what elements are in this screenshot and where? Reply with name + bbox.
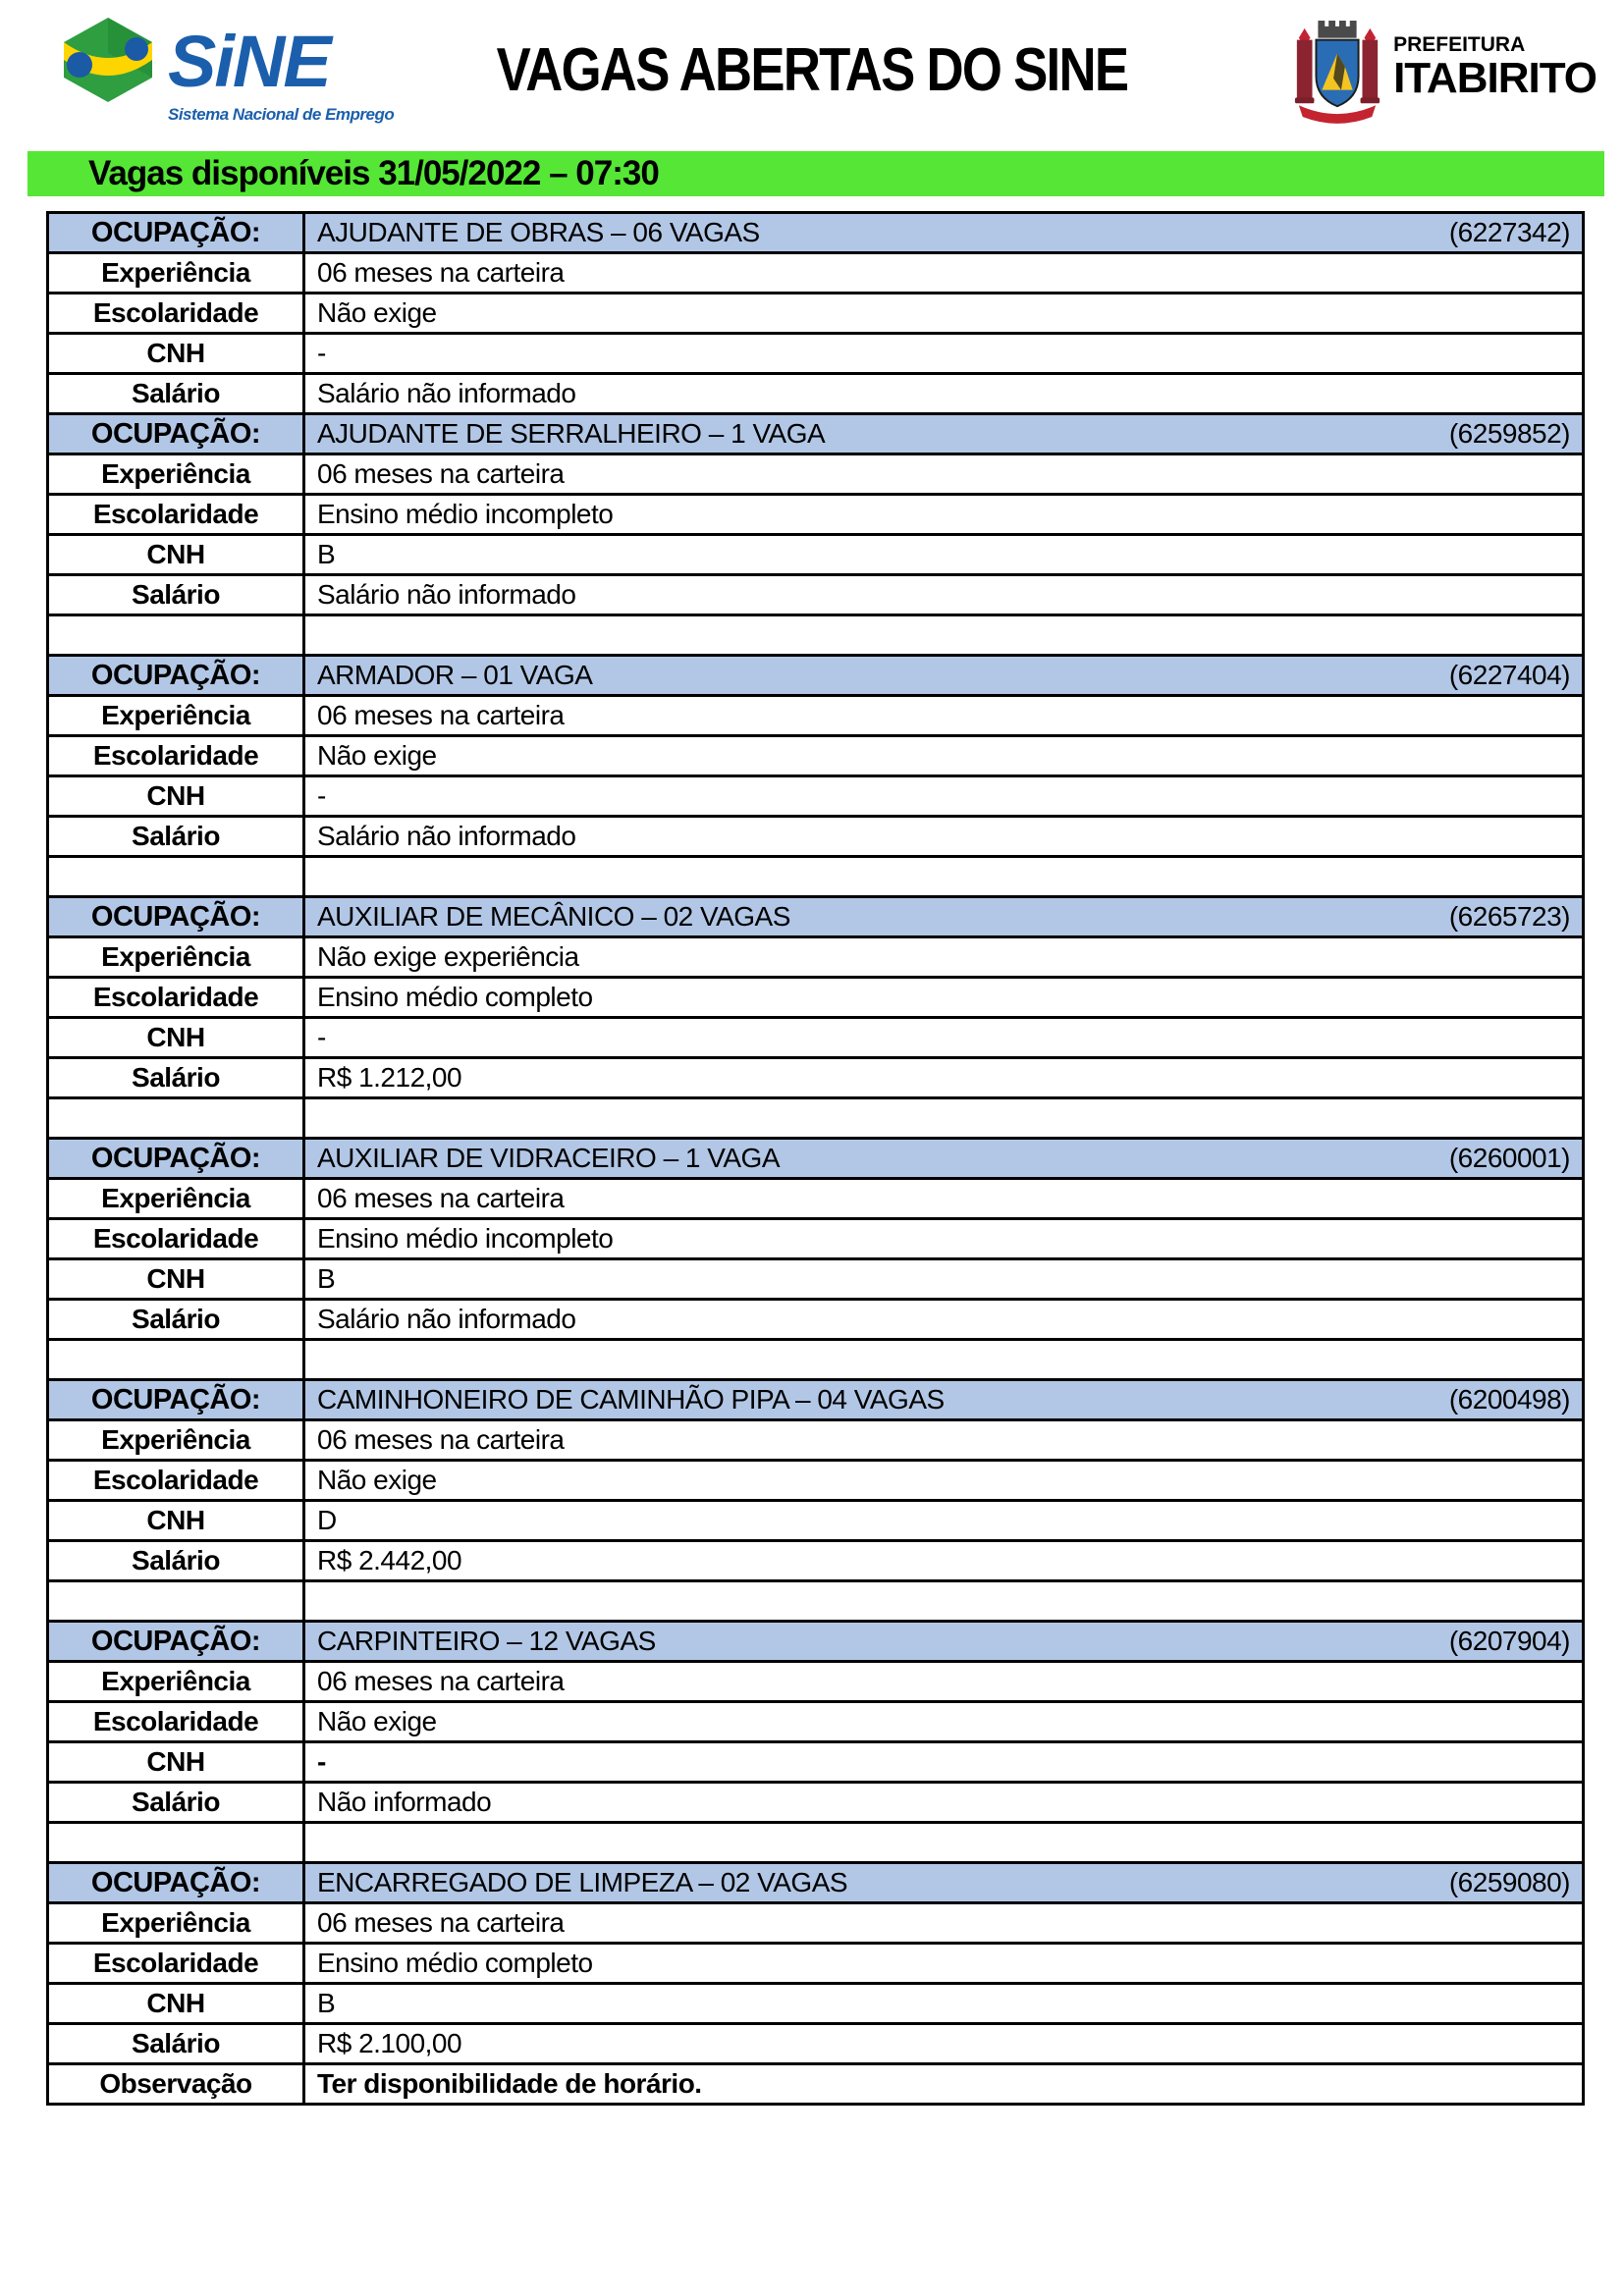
job-title-cell bbox=[304, 1622, 1584, 1662]
job-salario-value: Salário não informado bbox=[304, 575, 1584, 615]
job-escolaridade-row bbox=[48, 1219, 1584, 1259]
job-salario-row bbox=[48, 1058, 1584, 1098]
ocupacao-label: OCUPAÇÃO: bbox=[48, 213, 304, 253]
escolaridade-label: Escolaridade bbox=[48, 1219, 304, 1259]
job-cnh-row bbox=[48, 334, 1584, 374]
job-header-row bbox=[48, 1622, 1584, 1662]
job-experiencia-value: 06 meses na carteira bbox=[304, 1179, 1584, 1219]
job-title-cell bbox=[304, 414, 1584, 454]
job-title-flex bbox=[317, 1143, 1570, 1174]
spacer-row bbox=[48, 857, 1584, 897]
cnh-label: CNH bbox=[48, 776, 304, 817]
job-salario-value: Salário não informado bbox=[304, 817, 1584, 857]
itabirito-crest-icon bbox=[1289, 10, 1385, 130]
escolaridade-label: Escolaridade bbox=[48, 736, 304, 776]
job-header-row bbox=[48, 414, 1584, 454]
job-escolaridade-value: Ensino médio completo bbox=[304, 978, 1584, 1018]
spacer-label-cell bbox=[48, 1581, 304, 1622]
job-cnh-value: B bbox=[304, 1259, 1584, 1300]
job-cnh-row bbox=[48, 1984, 1584, 2024]
job-id: (6260001) bbox=[1448, 1143, 1570, 1173]
cnh-label: CNH bbox=[48, 1742, 304, 1783]
escolaridade-label: Escolaridade bbox=[48, 978, 304, 1018]
job-observacao-value: Ter disponibilidade de horário. bbox=[304, 2064, 1584, 2105]
job-experiencia-value: 06 meses na carteira bbox=[304, 253, 1584, 294]
job-cnh-value: - bbox=[304, 1742, 1584, 1783]
salario-label: Salário bbox=[48, 1541, 304, 1581]
job-escolaridade-value: Não exige bbox=[304, 294, 1584, 334]
job-experiencia-row bbox=[48, 1903, 1584, 1944]
experiencia-label: Experiência bbox=[48, 1903, 304, 1944]
job-salario-row bbox=[48, 1783, 1584, 1823]
job-title-flex bbox=[317, 418, 1570, 450]
job-experiencia-row bbox=[48, 937, 1584, 978]
job-title-flex bbox=[317, 660, 1570, 691]
job-title: ARMADOR – 01 VAGA bbox=[317, 660, 593, 690]
document-header bbox=[0, 0, 1624, 147]
job-cnh-row bbox=[48, 535, 1584, 575]
ocupacao-label: OCUPAÇÃO: bbox=[48, 1139, 304, 1179]
job-escolaridade-value: Não exige bbox=[304, 736, 1584, 776]
spacer-label-cell bbox=[48, 615, 304, 656]
job-title: AUXILIAR DE MECÂNICO – 02 VAGAS bbox=[317, 901, 790, 932]
itabirito-label: ITABIRITO bbox=[1393, 54, 1597, 102]
job-header-row bbox=[48, 1139, 1584, 1179]
job-escolaridade-value: Não exige bbox=[304, 1702, 1584, 1742]
spacer-value-cell bbox=[304, 1340, 1584, 1380]
ocupacao-label: OCUPAÇÃO: bbox=[48, 897, 304, 937]
job-salario-value: Salário não informado bbox=[304, 1300, 1584, 1340]
job-escolaridade-row bbox=[48, 1944, 1584, 1984]
job-title-cell bbox=[304, 656, 1584, 696]
job-header-row bbox=[48, 897, 1584, 937]
job-escolaridade-row bbox=[48, 1702, 1584, 1742]
job-escolaridade-value: Ensino médio completo bbox=[304, 1944, 1584, 1984]
job-salario-row bbox=[48, 1300, 1584, 1340]
spacer-value-cell bbox=[304, 1098, 1584, 1139]
escolaridade-label: Escolaridade bbox=[48, 1461, 304, 1501]
escolaridade-label: Escolaridade bbox=[48, 294, 304, 334]
job-title-cell bbox=[304, 1139, 1584, 1179]
job-cnh-value: - bbox=[304, 1018, 1584, 1058]
job-escolaridade-row bbox=[48, 294, 1584, 334]
job-escolaridade-row bbox=[48, 495, 1584, 535]
salario-label: Salário bbox=[48, 374, 304, 414]
prefeitura-label: PREFEITURA bbox=[1393, 33, 1526, 56]
job-experiencia-value: Não exige experiência bbox=[304, 937, 1584, 978]
spacer-value-cell bbox=[304, 1581, 1584, 1622]
salario-label: Salário bbox=[48, 1058, 304, 1098]
job-experiencia-value: 06 meses na carteira bbox=[304, 454, 1584, 495]
job-header-row bbox=[48, 656, 1584, 696]
job-salario-row bbox=[48, 817, 1584, 857]
job-header-row bbox=[48, 213, 1584, 253]
job-title-cell bbox=[304, 1380, 1584, 1420]
ocupacao-label: OCUPAÇÃO: bbox=[48, 1380, 304, 1420]
cnh-label: CNH bbox=[48, 1259, 304, 1300]
job-escolaridade-value: Ensino médio incompleto bbox=[304, 495, 1584, 535]
job-title-flex bbox=[317, 217, 1570, 248]
page-title: VAGAS ABERTAS DO SINE bbox=[496, 36, 1128, 104]
job-header-row bbox=[48, 1380, 1584, 1420]
spacer-label-cell bbox=[48, 1823, 304, 1863]
job-salario-value: R$ 2.100,00 bbox=[304, 2024, 1584, 2064]
salario-label: Salário bbox=[48, 1783, 304, 1823]
ocupacao-label: OCUPAÇÃO: bbox=[48, 414, 304, 454]
observacao-label: Observação bbox=[48, 2064, 304, 2105]
job-salario-value: R$ 1.212,00 bbox=[304, 1058, 1584, 1098]
job-experiencia-value: 06 meses na carteira bbox=[304, 1662, 1584, 1702]
job-id: (6207904) bbox=[1448, 1626, 1570, 1656]
salario-label: Salário bbox=[48, 575, 304, 615]
spacer-value-cell bbox=[304, 857, 1584, 897]
job-salario-value: R$ 2.442,00 bbox=[304, 1541, 1584, 1581]
job-escolaridade-value: Não exige bbox=[304, 1461, 1584, 1501]
spacer-label-cell bbox=[48, 1340, 304, 1380]
job-experiencia-row bbox=[48, 454, 1584, 495]
job-experiencia-row bbox=[48, 1420, 1584, 1461]
experiencia-label: Experiência bbox=[48, 253, 304, 294]
job-title-cell bbox=[304, 1863, 1584, 1903]
job-salario-row bbox=[48, 374, 1584, 414]
escolaridade-label: Escolaridade bbox=[48, 495, 304, 535]
jobs-table-body bbox=[48, 213, 1584, 2105]
jobs-table bbox=[46, 211, 1585, 2106]
job-title-cell bbox=[304, 213, 1584, 253]
job-salario-value: Salário não informado bbox=[304, 374, 1584, 414]
job-observacao-row bbox=[48, 2064, 1584, 2105]
job-id: (6265723) bbox=[1448, 901, 1570, 932]
cnh-label: CNH bbox=[48, 535, 304, 575]
spacer-value-cell bbox=[304, 615, 1584, 656]
job-cnh-row bbox=[48, 1501, 1584, 1541]
spacer-row bbox=[48, 1340, 1584, 1380]
job-cnh-row bbox=[48, 1018, 1584, 1058]
job-id: (6259852) bbox=[1448, 418, 1570, 449]
salario-label: Salário bbox=[48, 1300, 304, 1340]
job-id: (6227342) bbox=[1448, 217, 1570, 247]
experiencia-label: Experiência bbox=[48, 1179, 304, 1219]
job-id: (6227404) bbox=[1448, 660, 1570, 690]
sine-logo-name: SiNE bbox=[168, 21, 330, 102]
job-escolaridade-row bbox=[48, 1461, 1584, 1501]
cnh-label: CNH bbox=[48, 334, 304, 374]
job-cnh-row bbox=[48, 1259, 1584, 1300]
sine-logo-subtitle: Sistema Nacional de Emprego bbox=[168, 104, 395, 124]
job-experiencia-row bbox=[48, 1662, 1584, 1702]
job-cnh-row bbox=[48, 776, 1584, 817]
job-salario-row bbox=[48, 575, 1584, 615]
spacer-row bbox=[48, 1098, 1584, 1139]
job-experiencia-value: 06 meses na carteira bbox=[304, 1903, 1584, 1944]
job-escolaridade-value: Ensino médio incompleto bbox=[304, 1219, 1584, 1259]
itabirito-logo bbox=[1289, 10, 1597, 130]
job-title-flex bbox=[317, 901, 1570, 933]
experiencia-label: Experiência bbox=[48, 1420, 304, 1461]
ocupacao-label: OCUPAÇÃO: bbox=[48, 1622, 304, 1662]
spacer-row bbox=[48, 1823, 1584, 1863]
salario-label: Salário bbox=[48, 2024, 304, 2064]
spacer-label-cell bbox=[48, 1098, 304, 1139]
spacer-value-cell bbox=[304, 1823, 1584, 1863]
job-title: AJUDANTE DE SERRALHEIRO – 1 VAGA bbox=[317, 418, 826, 449]
job-cnh-value: D bbox=[304, 1501, 1584, 1541]
job-escolaridade-row bbox=[48, 736, 1584, 776]
job-title: AUXILIAR DE VIDRACEIRO – 1 VAGA bbox=[317, 1143, 781, 1173]
job-title-flex bbox=[317, 1384, 1570, 1415]
job-cnh-value: B bbox=[304, 535, 1584, 575]
job-escolaridade-row bbox=[48, 978, 1584, 1018]
job-salario-row bbox=[48, 2024, 1584, 2064]
spacer-label-cell bbox=[48, 857, 304, 897]
availability-banner-text: Vagas disponíveis 31/05/2022 – 07:30 bbox=[88, 154, 659, 192]
ocupacao-label: OCUPAÇÃO: bbox=[48, 1863, 304, 1903]
escolaridade-label: Escolaridade bbox=[48, 1702, 304, 1742]
job-salario-value: Não informado bbox=[304, 1783, 1584, 1823]
ocupacao-label: OCUPAÇÃO: bbox=[48, 656, 304, 696]
job-experiencia-row bbox=[48, 253, 1584, 294]
job-cnh-value: - bbox=[304, 334, 1584, 374]
job-salario-row bbox=[48, 1541, 1584, 1581]
job-id: (6259080) bbox=[1448, 1867, 1570, 1897]
job-title: AJUDANTE DE OBRAS – 06 VAGAS bbox=[317, 217, 760, 247]
salario-label: Salário bbox=[48, 817, 304, 857]
job-experiencia-value: 06 meses na carteira bbox=[304, 696, 1584, 736]
job-id: (6200498) bbox=[1448, 1384, 1570, 1415]
itabirito-logo-text bbox=[1393, 33, 1597, 100]
job-title-cell bbox=[304, 897, 1584, 937]
experiencia-label: Experiência bbox=[48, 696, 304, 736]
job-cnh-value: - bbox=[304, 776, 1584, 817]
job-title-flex bbox=[317, 1626, 1570, 1657]
job-experiencia-row bbox=[48, 1179, 1584, 1219]
job-experiencia-row bbox=[48, 696, 1584, 736]
job-title: ENCARREGADO DE LIMPEZA – 02 VAGAS bbox=[317, 1867, 848, 1897]
job-title: CARPINTEIRO – 12 VAGAS bbox=[317, 1626, 656, 1656]
escolaridade-label: Escolaridade bbox=[48, 1944, 304, 1984]
experiencia-label: Experiência bbox=[48, 454, 304, 495]
job-experiencia-value: 06 meses na carteira bbox=[304, 1420, 1584, 1461]
experiencia-label: Experiência bbox=[48, 1662, 304, 1702]
job-title-flex bbox=[317, 1867, 1570, 1898]
spacer-row bbox=[48, 615, 1584, 656]
spacer-row bbox=[48, 1581, 1584, 1622]
job-cnh-value: B bbox=[304, 1984, 1584, 2024]
job-header-row bbox=[48, 1863, 1584, 1903]
cnh-label: CNH bbox=[48, 1018, 304, 1058]
job-title: CAMINHONEIRO DE CAMINHÃO PIPA – 04 VAGAS bbox=[317, 1384, 945, 1415]
cnh-label: CNH bbox=[48, 1984, 304, 2024]
cnh-label: CNH bbox=[48, 1501, 304, 1541]
job-cnh-row bbox=[48, 1742, 1584, 1783]
experiencia-label: Experiência bbox=[48, 937, 304, 978]
availability-banner bbox=[27, 151, 1604, 196]
